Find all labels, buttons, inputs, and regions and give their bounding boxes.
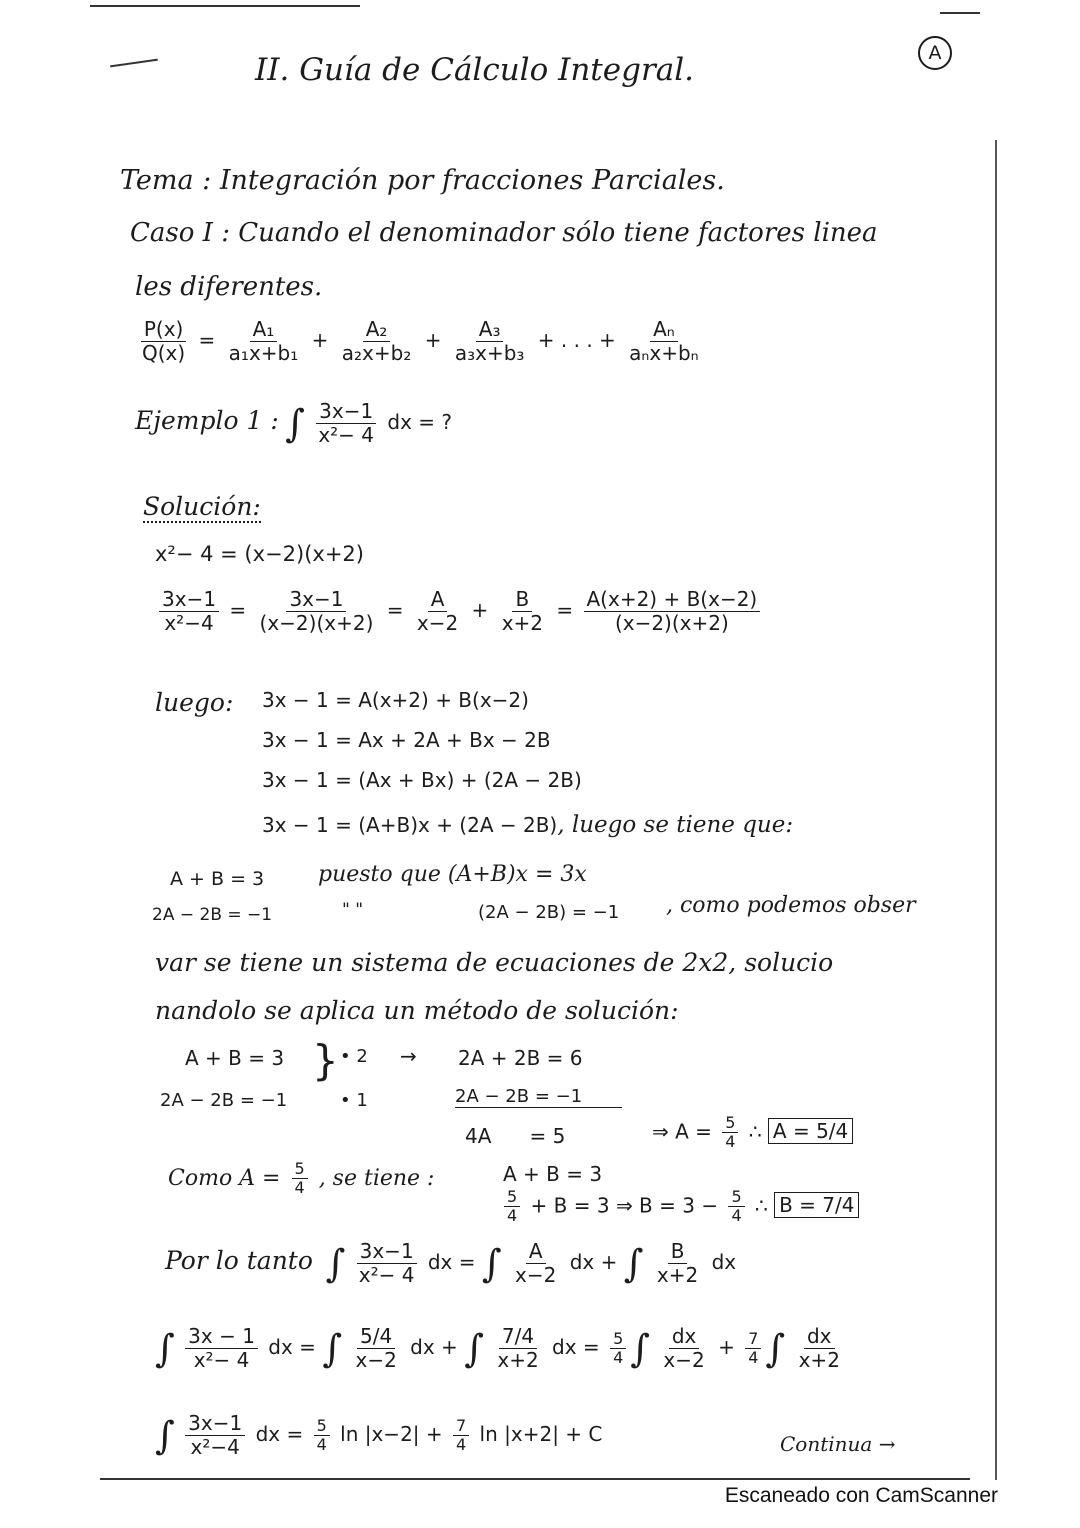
- como-tail: , se tiene :: [318, 1165, 435, 1191]
- integrand-five-quarters: [352, 1325, 399, 1372]
- denominator: a₁x+b₁: [228, 341, 299, 365]
- numerator: 3x−1: [357, 1240, 417, 1264]
- numerator: A₁: [250, 318, 278, 342]
- numerator: A: [428, 588, 448, 612]
- integrand-1: [356, 1240, 418, 1287]
- integral-sign: ∫: [630, 1326, 651, 1371]
- step-4-eq: 3x − 1 = (A+B)x + (2A − 2B): [262, 813, 558, 837]
- denominator: 4: [456, 1435, 467, 1454]
- numerator: 7: [745, 1330, 761, 1349]
- therefore-icon: ∴: [748, 1119, 762, 1144]
- numerator: A₃: [476, 318, 504, 342]
- coef-5-4: [314, 1417, 330, 1455]
- dx-plus: dx +: [410, 1335, 458, 1359]
- dx-equals: dx =: [268, 1335, 316, 1359]
- system-sum: 4A = 5: [465, 1124, 566, 1148]
- dx-plus: dx +: [569, 1250, 618, 1274]
- scan-edge-line: [940, 12, 980, 14]
- arrow-icon: →: [400, 1044, 417, 1068]
- frac-2: [257, 588, 377, 635]
- step-1: 3x − 1 = A(x+2) + B(x−2): [262, 688, 529, 712]
- denominator: x+2: [798, 1348, 840, 1372]
- integrand-1: [185, 1325, 258, 1372]
- system-row-2: 2A − 2B = −1: [160, 1090, 288, 1111]
- expanded-integral-line: [155, 1325, 847, 1372]
- step-4-tail: , luego se tiene que:: [557, 812, 794, 838]
- ellipsis: + . . . +: [537, 328, 616, 352]
- plus: +: [718, 1335, 735, 1359]
- numerator: 7/4: [499, 1325, 537, 1349]
- multiplier-2: • 1: [340, 1090, 368, 1111]
- step-2: 3x − 1 = Ax + 2A + Bx − 2B: [262, 728, 551, 752]
- page-marker-circle: [918, 36, 952, 70]
- factor-line: x²− 4 = (x−2)(x+2): [155, 542, 364, 566]
- denominator: (x−2)(x+2): [259, 611, 374, 635]
- denominator: x+2: [656, 1263, 699, 1287]
- fraction-term-n: [626, 318, 701, 365]
- denominator: 4: [731, 1206, 742, 1226]
- numerator: B: [668, 1240, 688, 1264]
- paragraph-line-2: nandolo se aplica un método de solución:: [155, 996, 679, 1025]
- ln-term-2: ln |x+2| + C: [479, 1422, 603, 1446]
- system-result-2: 2A − 2B = −1: [455, 1086, 622, 1108]
- coef-7-4: [453, 1417, 469, 1455]
- continua-label: Continua →: [780, 1432, 896, 1456]
- numerator: 5: [722, 1114, 738, 1133]
- numerator: 3x − 1: [185, 1325, 258, 1349]
- page-marker: A: [928, 42, 942, 64]
- general-formula: $\frac{P(x)}{Q(x)}$ = $\frac{\text{A₁}}{\text{a₁x+b₁}}$ + $\frac{\text{A₂}}{\text{a₂x+b₂}}$ + $\frac{\text{A₃}}{\text{a₃x+b₃}}$ + . . . + $\frac{\text{Aₙ}}{\text{aₙx+bₙ}}$: [135, 318, 706, 365]
- a-fraction: [722, 1114, 738, 1152]
- por-lo-tanto-line: [165, 1240, 736, 1287]
- integral-sign: ∫: [155, 1326, 175, 1371]
- step-3: 3x − 1 = (Ax + Bx) + (2A − 2B): [262, 768, 582, 792]
- dx-equals: dx =: [427, 1250, 476, 1274]
- denominator: x²− 4: [318, 423, 375, 447]
- fraction-p-over-q: [139, 318, 188, 365]
- denominator: 4: [294, 1178, 305, 1198]
- denominator: 4: [748, 1348, 759, 1367]
- integral-sign: ∫: [765, 1326, 786, 1371]
- denominator: 4: [507, 1206, 518, 1226]
- example-tail: dx = ?: [387, 410, 452, 434]
- denominator: x−2: [515, 1263, 557, 1287]
- integral-sign: ∫: [322, 1326, 343, 1371]
- equation-2-reason: (2A − 2B) = −1: [478, 902, 620, 923]
- solution-label: [143, 492, 261, 521]
- equation-1-reason: puesto que (A+B)x = 3x: [318, 862, 587, 887]
- ln-term-1: ln |x−2| +: [340, 1422, 443, 1446]
- numerator: dx: [669, 1325, 700, 1349]
- system-result-1: 2A + 2B = 6: [458, 1046, 583, 1070]
- example-fraction: [315, 400, 377, 447]
- boxed-a-result: A = 5/4: [768, 1118, 853, 1144]
- dx-equals: dx =: [552, 1335, 600, 1359]
- denominator: 4: [613, 1348, 624, 1367]
- equation-1: A + B = 3: [170, 868, 265, 890]
- system-row-1: A + B = 3: [185, 1046, 285, 1070]
- denominator: Q(x): [142, 341, 186, 365]
- numerator: Aₙ: [650, 318, 678, 342]
- numerator: 5: [728, 1188, 744, 1207]
- paragraph-line-1: var se tiene un sistema de ecuaciones de 2x2, solucio: [155, 948, 834, 977]
- numerator: 3x−1: [316, 400, 376, 424]
- case-line-1: Caso I : Cuando el denominador sólo tiene factores linea: [130, 218, 878, 248]
- denominator: aₙx+bₙ: [629, 341, 699, 365]
- five-quarters: [504, 1188, 520, 1226]
- como-label: Como A =: [168, 1165, 281, 1191]
- multiplier-1: • 2: [340, 1046, 368, 1067]
- case-line-2: les diferentes.: [135, 272, 323, 302]
- numerator: 5: [292, 1160, 308, 1179]
- denominator: a₂x+b₂: [341, 341, 412, 365]
- integrand-b: [654, 1240, 701, 1287]
- denominator: x²−4: [190, 1435, 240, 1459]
- luego-label: luego:: [155, 688, 234, 717]
- integrand-seven-quarters: [494, 1325, 541, 1372]
- integrand-1: [185, 1412, 245, 1459]
- denominator: x²− 4: [193, 1348, 250, 1372]
- ditto-marks: " ": [342, 900, 364, 920]
- denominator: x+2: [497, 1348, 539, 1372]
- frac-b: [499, 588, 546, 635]
- equation-2: 2A − 2B = −1: [152, 905, 273, 925]
- integral-sign: ∫: [325, 1241, 346, 1286]
- denominator: 4: [725, 1132, 736, 1152]
- example-1: [135, 400, 452, 447]
- numerator: dx: [804, 1325, 835, 1349]
- dx-over-x-plus-2: [796, 1325, 843, 1372]
- como-eq-2-text: + B = 3 ⇒ B = 3 −: [530, 1193, 719, 1218]
- step-4: [262, 812, 793, 838]
- integral-sign: ∫: [464, 1326, 484, 1371]
- numerator: 5: [314, 1417, 330, 1436]
- scan-bottom-line: [100, 1478, 970, 1480]
- boxed-b-result: B = 7/4: [774, 1192, 859, 1218]
- fraction-term-1: [226, 318, 302, 365]
- integrand-a: [512, 1240, 559, 1287]
- final-result-line: [155, 1412, 602, 1459]
- numerator: 3x−1: [185, 1412, 245, 1436]
- pen-mark: [110, 59, 158, 68]
- dx-over-x-minus-2: [660, 1325, 707, 1372]
- numerator: A(x+2) + B(x−2): [584, 588, 761, 612]
- denominator: x−2: [416, 611, 459, 635]
- denominator: x−2: [355, 1348, 397, 1372]
- integral-sign: ∫: [623, 1241, 644, 1286]
- b-subtract-fraction: [728, 1188, 744, 1226]
- fraction-term-3: [452, 318, 528, 365]
- integral-sign: ∫: [155, 1413, 175, 1458]
- como-eq-1: A + B = 3: [503, 1162, 603, 1186]
- scan-edge-line: [90, 5, 360, 7]
- como-a-fraction: [292, 1160, 308, 1198]
- brace: }: [312, 1036, 339, 1085]
- como-eq-2: [500, 1188, 859, 1226]
- numerator: A: [526, 1240, 546, 1264]
- denominator: x+2: [501, 611, 544, 635]
- dx-equals: dx =: [255, 1422, 304, 1446]
- denominator: 4: [316, 1435, 327, 1454]
- numerator: 5: [610, 1330, 626, 1349]
- scan-edge-line: [995, 140, 997, 1480]
- numerator: P(x): [141, 318, 187, 342]
- numerator: 5: [504, 1188, 520, 1207]
- numerator: 3x−1: [159, 588, 219, 612]
- document-title: II. Guía de Cálculo Integral.: [255, 52, 695, 88]
- denominator: a₃x+b₃: [454, 341, 525, 365]
- por-lo-tanto-label: Por lo tanto: [165, 1246, 313, 1275]
- denominator: x²−4: [164, 611, 214, 635]
- solve-a: [652, 1114, 853, 1152]
- denominator: x²− 4: [358, 1263, 415, 1287]
- partial-decomposition: $\frac{3x-1}{\text{x²−4}}$ = $\frac{3x-1}{(x-2)(x+2)}$ = $\frac{A}{x-2}$ + $\frac{B}{x+2}$ = $\frac{A(x+2) + B(x-2)}{(x-2)(x+2)}$: [155, 588, 764, 635]
- numerator: 5/4: [357, 1325, 395, 1349]
- denominator: (x−2)(x+2): [614, 611, 729, 635]
- frac-1: [159, 588, 219, 635]
- implies-a: ⇒ A =: [652, 1119, 712, 1144]
- numerator: 3x−1: [286, 588, 346, 612]
- frac-combined: [584, 588, 761, 635]
- frac-a: [414, 588, 461, 635]
- como-line: [168, 1160, 434, 1198]
- numerator: B: [512, 588, 532, 612]
- fraction-term-2: [339, 318, 415, 365]
- solution-label-text: Solución:: [143, 492, 261, 521]
- topic-line: Tema : Integración por fracciones Parciales.: [120, 165, 725, 196]
- denominator: x−2: [663, 1348, 705, 1372]
- equation-2-tail: , como podemos obser: [666, 893, 916, 918]
- coef-7-4: [745, 1330, 761, 1368]
- integral-sign: ∫: [285, 401, 305, 446]
- example-label: Ejemplo 1 :: [135, 406, 279, 435]
- dx: dx: [711, 1250, 737, 1274]
- camscanner-watermark: Escaneado con CamScanner: [724, 1484, 998, 1507]
- coef-5-4: [610, 1330, 626, 1368]
- numerator: A₂: [363, 318, 391, 342]
- integral-sign: ∫: [481, 1241, 502, 1286]
- numerator: 7: [453, 1417, 469, 1436]
- therefore-icon: ∴: [755, 1193, 768, 1218]
